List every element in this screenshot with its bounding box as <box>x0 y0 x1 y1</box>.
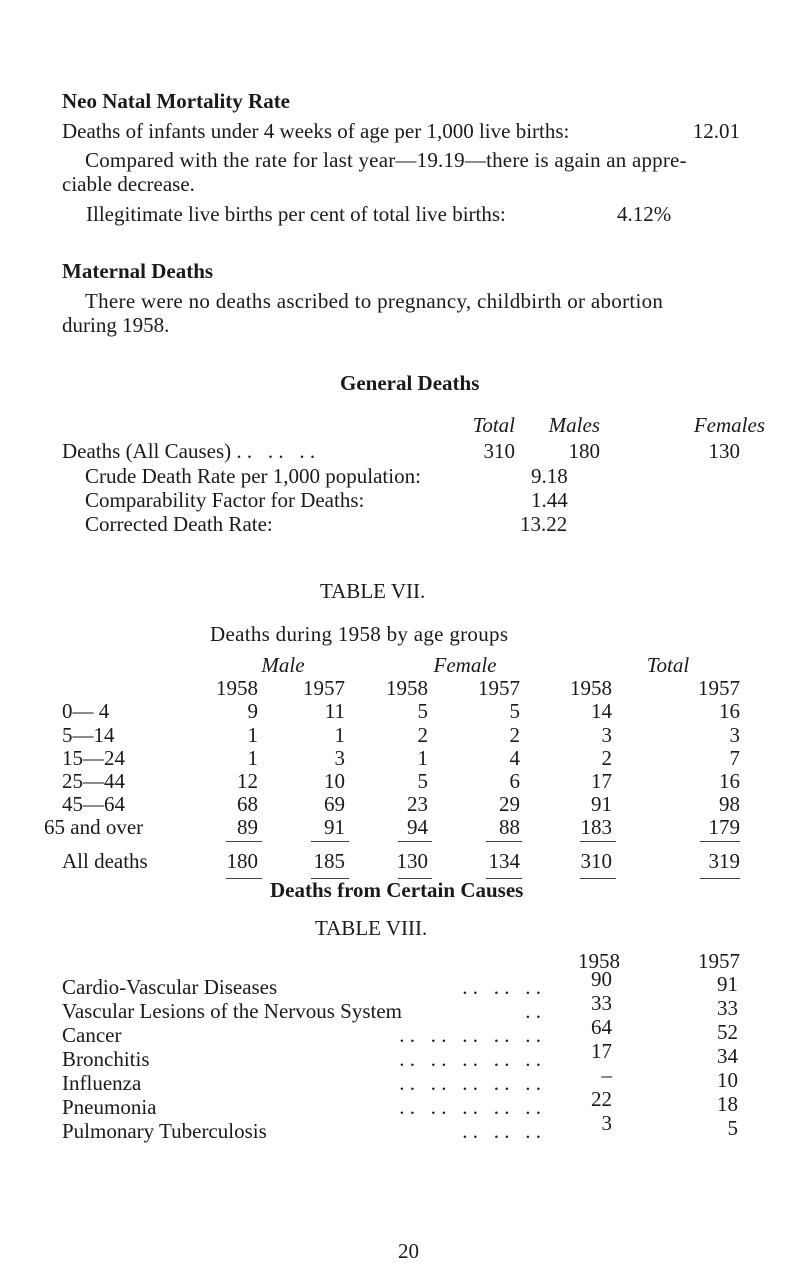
maternal-heading: Maternal Deaths <box>62 259 214 283</box>
table7-cell: 2 <box>417 723 428 747</box>
table7-year-header: 1958 <box>216 676 258 700</box>
maternal-text: There were no deaths ascribed to pregnancy, childbirth or abortion <box>85 289 664 313</box>
table8-row-leader-dots: . . . . . . . . . . <box>399 1047 541 1071</box>
table8-value-1957: 91 <box>717 972 738 996</box>
neonatal-rate-value: 12.01 <box>692 119 740 143</box>
general-col-total: Total <box>472 413 515 437</box>
table7-row-label: 0— 4 <box>62 699 110 723</box>
table8-value-1957: 18 <box>717 1092 738 1116</box>
table8-row-label: Pulmonary Tuberculosis <box>62 1119 267 1143</box>
neonatal-rate-label: Deaths of infants under 4 weeks of age per 1,000 live births: <box>62 119 570 143</box>
table8-value-1957: 52 <box>717 1020 738 1044</box>
table7-cell: 88 <box>499 815 520 839</box>
table8-col-1958: 1958 <box>578 949 620 973</box>
table7-cell: 1 <box>247 746 258 770</box>
general-deaths-females: 130 <box>708 439 740 463</box>
table8-heading: Deaths from Certain Causes <box>270 878 524 902</box>
table7-cell: 12 <box>237 769 258 793</box>
table7-row-label: 15—24 <box>62 746 125 770</box>
table7-cell: 5 <box>417 769 428 793</box>
table7-total-rule-top <box>580 841 616 842</box>
table7-cell: 91 <box>324 815 345 839</box>
table8-row-label: Cancer <box>62 1023 122 1047</box>
table8-row-leader-dots: . . . . . . . . . . <box>399 1023 541 1047</box>
table7-year-header: 1958 <box>570 676 612 700</box>
table8-value-1958: 33 <box>591 991 612 1015</box>
table7-cell: 91 <box>591 792 612 816</box>
neonatal-heading: Neo Natal Mortality Rate <box>62 89 291 113</box>
general-deaths-total: 310 <box>483 439 515 463</box>
table7-cell: 2 <box>601 746 612 770</box>
table7-cell: 9 <box>247 699 258 723</box>
table7-total-rule-top <box>226 841 262 842</box>
table8-value-1957: 33 <box>717 996 738 1020</box>
general-deaths-all-causes-label: Deaths (All Causes) . . . . . . <box>62 439 316 463</box>
table8-value-1957: 34 <box>717 1044 738 1068</box>
table7-cell: 1 <box>417 746 428 770</box>
table7-cell: 69 <box>324 792 345 816</box>
table7-group-female: Female <box>433 653 497 677</box>
general-deaths-heading: General Deaths <box>340 371 480 395</box>
table8-row-label: Vascular Lesions of the Nervous System <box>62 999 403 1023</box>
table7-cell: 94 <box>407 815 428 839</box>
table7-cell: 3 <box>334 746 345 770</box>
table8-col-1957: 1957 <box>698 949 740 973</box>
table7-cell: 4 <box>509 746 520 770</box>
table7-cell: 5 <box>417 699 428 723</box>
table7-cell: 6 <box>509 769 520 793</box>
table7-total-cell: 134 <box>488 849 520 873</box>
table7-year-header: 1958 <box>386 676 428 700</box>
maternal-text-cont: during 1958. <box>62 313 170 337</box>
table7-row-label: 5—14 <box>62 723 115 747</box>
table7-cell: 16 <box>719 769 740 793</box>
table8-row-leader-dots: . . . . . . . . . . <box>399 1095 541 1119</box>
crude-death-rate-value: 9.18 <box>531 464 568 488</box>
table7-total-rule-bottom <box>700 878 740 879</box>
table7-total-rule-bottom <box>226 878 262 879</box>
table7-cell: 179 <box>708 815 740 839</box>
table7-year-header: 1957 <box>478 676 520 700</box>
general-col-males: Males <box>548 413 600 437</box>
general-deaths-males: 180 <box>568 439 600 463</box>
corrected-death-rate-label: Corrected Death Rate: <box>85 512 273 536</box>
crude-death-rate-label: Crude Death Rate per 1,000 population: <box>85 464 421 488</box>
table7-total-cell: 319 <box>708 849 740 873</box>
table7-cell: 16 <box>719 699 740 723</box>
table7-total-rule-top <box>700 841 740 842</box>
table7-year-header: 1957 <box>698 676 740 700</box>
table7-cell: 98 <box>719 792 740 816</box>
table7-cell: 183 <box>580 815 612 839</box>
illegitimate-births-value: 4.12% <box>617 202 672 226</box>
table7-group-total: Total <box>646 653 690 677</box>
table7-subtitle: Deaths during 1958 by age groups <box>210 622 509 646</box>
page-number: 20 <box>398 1239 419 1263</box>
table7-total-label: All deaths <box>62 849 148 873</box>
table7-cell: 89 <box>237 815 258 839</box>
table7-cell: 10 <box>324 769 345 793</box>
table7-total-cell: 185 <box>313 849 345 873</box>
table7-total-rule-top <box>311 841 349 842</box>
illegitimate-births-label: Illegitimate live births per cent of total live births: <box>86 202 506 226</box>
table7-cell: 14 <box>591 699 612 723</box>
table8-value-1958: – <box>601 1063 612 1087</box>
table7-total-cell: 130 <box>396 849 428 873</box>
table8-value-1958: 90 <box>591 967 612 991</box>
table8-value-1957: 10 <box>717 1068 738 1092</box>
table8-row-label: Pneumonia <box>62 1095 157 1119</box>
table7-cell: 29 <box>499 792 520 816</box>
table7-group-male: Male <box>261 653 305 677</box>
table8-value-1958: 3 <box>601 1111 612 1135</box>
table8-row-leader-dots: . . <box>525 999 541 1023</box>
table7-total-cell: 180 <box>226 849 258 873</box>
table7-row-label: 65 and over <box>44 815 144 839</box>
table7-row-label: 25—44 <box>62 769 125 793</box>
table7-total-rule-top <box>486 841 522 842</box>
table7-cell: 11 <box>324 699 345 723</box>
comparability-factor-value: 1.44 <box>531 488 568 512</box>
table7-title: TABLE VII. <box>320 579 426 603</box>
table7-total-rule-bottom <box>580 878 616 879</box>
table8-row-leader-dots: . . . . . . . . . . <box>399 1071 541 1095</box>
table7-cell: 3 <box>729 723 740 747</box>
table7-cell: 7 <box>729 746 740 770</box>
table7-cell: 3 <box>601 723 612 747</box>
table7-cell: 68 <box>237 792 258 816</box>
table7-year-header: 1957 <box>303 676 345 700</box>
table7-cell: 23 <box>407 792 428 816</box>
table7-total-cell: 310 <box>580 849 612 873</box>
table8-title: TABLE VIII. <box>315 916 428 940</box>
table8-row-label: Bronchitis <box>62 1047 150 1071</box>
table7-cell: 2 <box>509 723 520 747</box>
comparability-factor-label: Comparability Factor for Deaths: <box>85 488 365 512</box>
neonatal-comparison-text-cont: ciable decrease. <box>62 172 195 196</box>
table8-row-label: Influenza <box>62 1071 142 1095</box>
table7-cell: 1 <box>334 723 345 747</box>
table8-value-1958: 64 <box>591 1015 612 1039</box>
table8-value-1958: 17 <box>591 1039 612 1063</box>
table7-cell: 1 <box>247 723 258 747</box>
corrected-death-rate-value: 13.22 <box>520 512 568 536</box>
neonatal-comparison-text: Compared with the rate for last year—19.19—there is again an appre- <box>85 148 687 172</box>
table8-value-1957: 5 <box>727 1116 738 1140</box>
table8-row-leader-dots: . . . . . . <box>462 1119 541 1143</box>
table8-row-label: Cardio-Vascular Diseases <box>62 975 278 999</box>
table8-row-leader-dots: . . . . . . <box>462 975 541 999</box>
table7-row-label: 45—64 <box>62 792 125 816</box>
general-col-females: Females <box>693 413 765 437</box>
table7-cell: 17 <box>591 769 612 793</box>
table8-value-1958: 22 <box>591 1087 612 1111</box>
table7-total-rule-top <box>398 841 432 842</box>
table7-cell: 5 <box>509 699 520 723</box>
